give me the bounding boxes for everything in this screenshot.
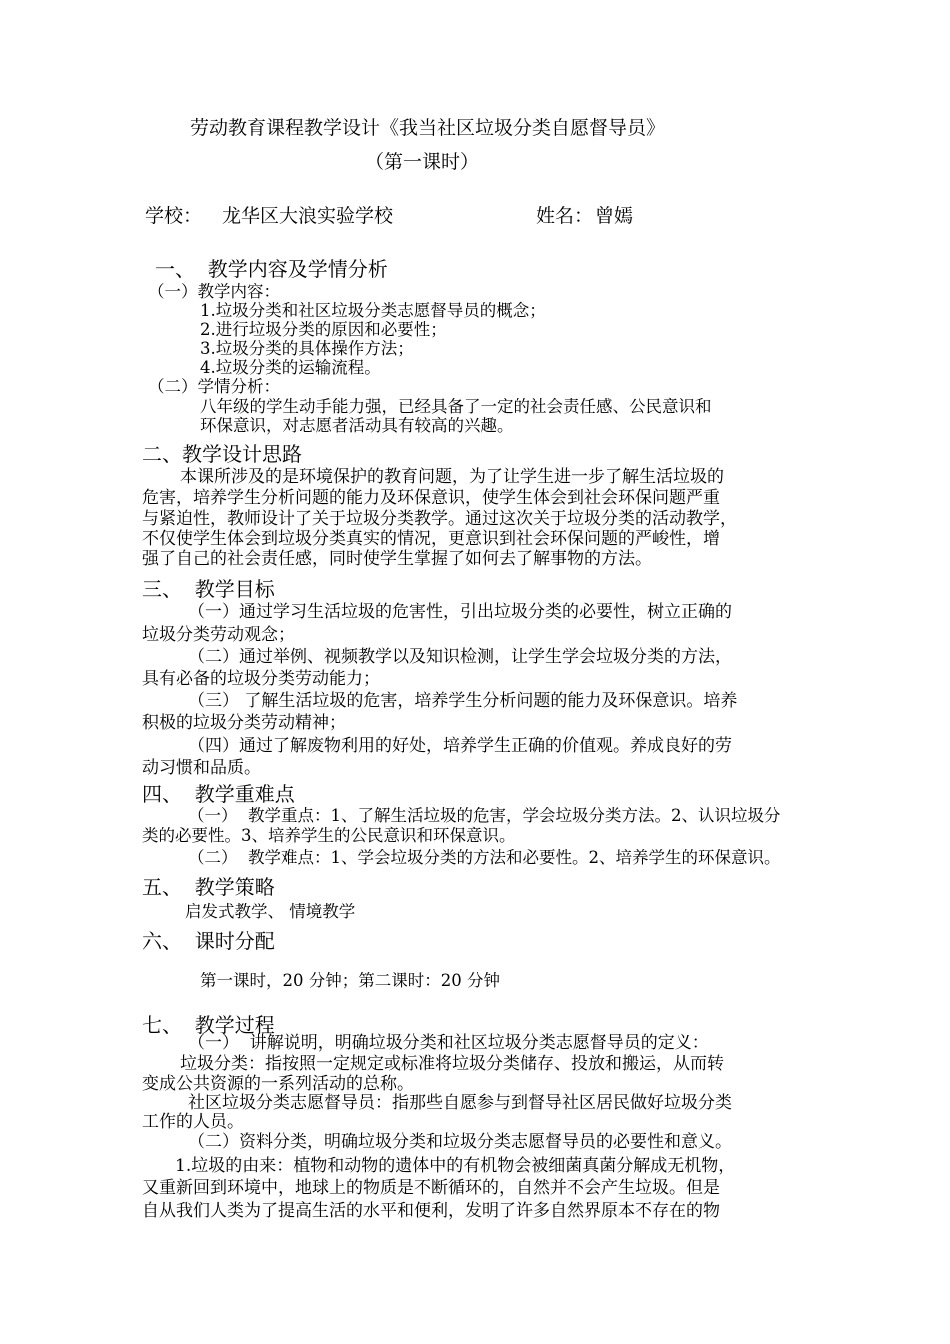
process-line: 社区垃圾分类志愿督导员：指那些自愿参与到督导社区居民做好垃圾分类 — [188, 1093, 732, 1113]
content-item: 3.垃圾分类的具体操作方法； — [200, 339, 414, 358]
analysis-line: 八年级的学生动手能力强，已经具备了一定的社会责任感、公民意识和 — [200, 397, 712, 416]
objective-line: 具有必备的垃圾分类劳动能力； — [142, 669, 380, 689]
section-2-heading: 二、教学设计思路 — [142, 442, 302, 466]
process-line: （一） 讲解说明，明确垃圾分类和社区垃圾分类志愿督导员的定义： — [188, 1033, 709, 1053]
objective-line: （二）通过举例、视频教学以及知识检测，让学生学会垃圾分类的方法， — [188, 647, 732, 667]
school-label: 学校： — [145, 205, 203, 227]
author-label: 姓名： — [536, 205, 594, 227]
strategy-line: 启发式教学、 情境教学 — [185, 902, 356, 921]
section-6-heading: 六、 课时分配 — [142, 929, 275, 953]
schedule-line: 第一课时，20 分钟；第二课时：20 分钟 — [200, 971, 500, 990]
key-points-line: 类的必要性。3、培养学生的公民意识和环保意识。 — [142, 826, 516, 845]
content-item: 2.进行垃圾分类的原因和必要性； — [200, 320, 447, 339]
paragraph-line: 与紧迫性，教师设计了关于垃圾分类教学。通过这次关于垃圾分类的活动教学， — [142, 509, 737, 529]
section-5-heading: 五、 教学策略 — [142, 875, 275, 899]
process-line: 自从我们人类为了提高生活的水平和便利，发明了许多自然界原本不存在的物 — [142, 1201, 720, 1221]
process-line: 工作的人员。 — [142, 1112, 244, 1132]
section-1-sub-1: （一）教学内容： — [148, 282, 280, 301]
objective-line: （三） 了解生活垃圾的危害，培养学生分析问题的能力及环保意识。培养 — [188, 691, 738, 711]
author-name: 曾嫣 — [595, 205, 634, 227]
section-1-heading: 一、 教学内容及学情分析 — [155, 257, 388, 281]
section-3-heading: 三、 教学目标 — [142, 577, 275, 601]
document-subtitle: （第一课时） — [365, 151, 480, 173]
objective-line: （一）通过学习生活垃圾的危害性，引出垃圾分类的必要性，树立正确的 — [188, 602, 732, 622]
content-item: 4.垃圾分类的运输流程。 — [200, 358, 381, 377]
analysis-line: 环保意识，对志愿者活动具有较高的兴趣。 — [200, 416, 514, 435]
process-line: 又重新回到环境中，地球上的物质是不断循环的，自然并不会产生垃圾。但是 — [142, 1178, 720, 1198]
section-1-sub-2: （二）学情分析： — [148, 377, 280, 396]
process-line: （二）资料分类，明确垃圾分类和垃圾分类志愿督导员的必要性和意义。 — [188, 1132, 732, 1152]
content-item: 1.垃圾分类和社区垃圾分类志愿督导员的概念； — [200, 301, 546, 320]
process-line: 垃圾分类：指按照一定规定或标准将垃圾分类储存、投放和搬运，从而转 — [180, 1054, 724, 1074]
document-title: 劳动教育课程教学设计《我当社区垃圾分类自愿督导员》 — [190, 117, 666, 139]
section-7-heading: 七、 教学过程 — [142, 1013, 275, 1037]
objective-line: （四）通过了解废物利用的好处，培养学生正确的价值观。养成良好的劳 — [188, 736, 732, 756]
process-line: 变成公共资源的一系列活动的总称。 — [142, 1074, 414, 1094]
objective-line: 积极的垃圾分类劳动精神； — [142, 713, 346, 733]
process-line: 1.垃圾的由来：植物和动物的遗体中的有机物会被细菌真菌分解成无机物， — [175, 1156, 736, 1176]
paragraph-line: 不仅使学生体会到垃圾分类真实的情况，更意识到社会环保问题的严峻性，增 — [142, 529, 720, 549]
paragraph-line: 危害，培养学生分析问题的能力及环保意识，使学生体会到社会环保问题严重 — [142, 488, 720, 508]
section-4-heading: 四、 教学重难点 — [142, 782, 295, 806]
paragraph-line: 本课所涉及的是环境保护的教育问题，为了让学生进一步了解生活垃圾的 — [180, 467, 724, 487]
paragraph-line: 强了自己的社会责任感，同时使学生掌握了如何去了解事物的方法。 — [142, 549, 652, 569]
objective-line: 动习惯和品质。 — [142, 758, 261, 778]
key-points-line: （一） 教学重点：1、了解生活垃圾的危害，学会垃圾分类方法。2、认识垃圾分 — [188, 806, 781, 825]
key-points-line: （二） 教学难点：1、学会垃圾分类的方法和必要性。2、培养学生的环保意识。 — [188, 848, 781, 867]
school-name: 龙华区大浪实验学校 — [222, 205, 394, 227]
objective-line: 垃圾分类劳动观念； — [142, 625, 295, 645]
